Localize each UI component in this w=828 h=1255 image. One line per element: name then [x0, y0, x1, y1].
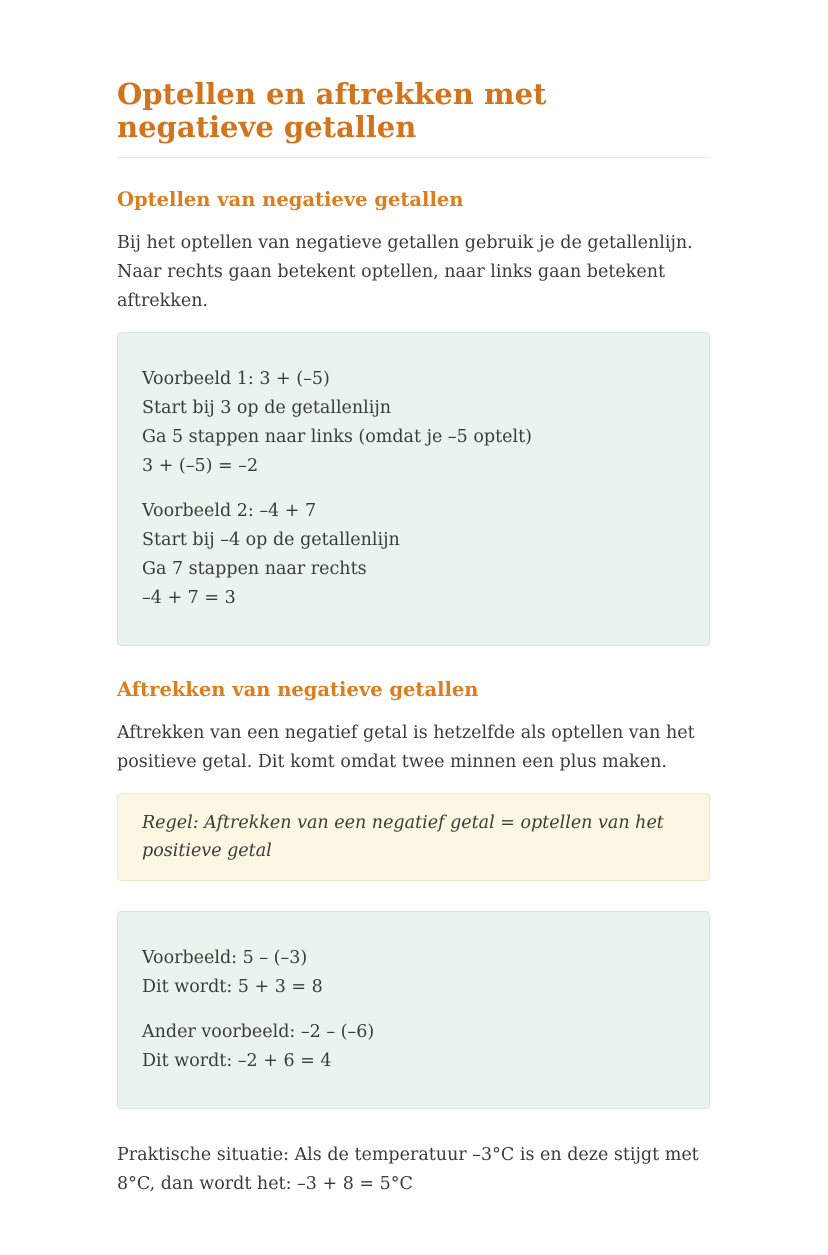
paragraph-aftrekken-intro: Aftrekken van een negatief getal is hetzelfde als optellen van het positieve getal. Dit komt omdat twee minnen een plus maken.: [117, 723, 695, 773]
example-line: Ander voorbeeld: –2 – (–6): [142, 1022, 375, 1043]
example-line: Ga 5 stappen naar links (omdat je –5 optelt): [142, 427, 532, 448]
page-title: Optellen en aftrekken met negatieve getallen: [117, 77, 547, 145]
example-group-2: [142, 1018, 685, 1076]
example-box-aftrekken: [117, 911, 710, 1109]
example-line: Start bij –4 op de getallenlijn: [142, 530, 400, 551]
example-line: Ga 7 stappen naar rechts: [142, 559, 367, 580]
example-line: Voorbeeld 2: –4 + 7: [142, 501, 317, 522]
example-group-2: [142, 497, 685, 613]
rule-text: Regel: Aftrekken van een negatief getal = optellen van het positieve getal: [142, 813, 664, 862]
title-divider: [117, 157, 710, 158]
paragraph-praktische-situatie: Praktische situatie: Als de temperatuur –3°C is en deze stijgt met 8°C, dan wordt het: –3 + 8 = 5°C: [117, 1145, 699, 1195]
example-line: Dit wordt: 5 + 3 = 8: [142, 977, 323, 998]
example-line: Voorbeeld 1: 3 + (–5): [142, 369, 330, 390]
example-line: Voorbeeld: 5 – (–3): [142, 948, 308, 969]
example-line: 3 + (–5) = –2: [142, 456, 259, 477]
rule-box: [117, 793, 710, 881]
example-group-1: [142, 944, 685, 1002]
example-line: Start bij 3 op de getallenlijn: [142, 398, 392, 419]
example-line: –4 + 7 = 3: [142, 588, 236, 609]
example-group-1: [142, 365, 685, 481]
section-heading-optellen: Optellen van negatieve getallen: [117, 187, 464, 211]
section-heading-aftrekken: Aftrekken van negatieve getallen: [117, 678, 479, 702]
paragraph-optellen-intro: Bij het optellen van negatieve getallen gebruik je de getallenlijn. Naar rechts gaan betekent optellen, naar links gaan betekent aftrekken.: [117, 233, 693, 312]
example-line: Dit wordt: –2 + 6 = 4: [142, 1051, 332, 1072]
example-box-optellen: [117, 332, 710, 646]
